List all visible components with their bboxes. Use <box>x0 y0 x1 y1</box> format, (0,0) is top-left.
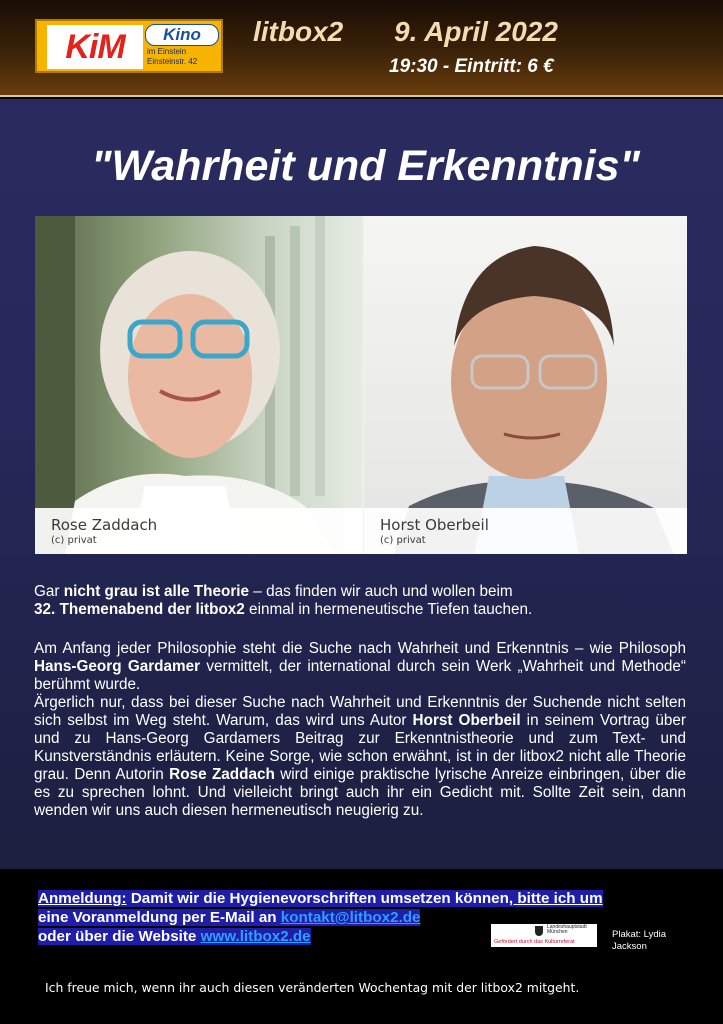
photo-caption-credit: (c) privat <box>51 535 97 546</box>
body-paragraph-1 <box>34 640 686 694</box>
event-time-entry: 19:30 - Eintritt: 6 € <box>389 56 554 77</box>
registration-text: , bitte ich um <box>508 890 603 907</box>
registration-text: eine Voranmeldung per E-Mail an <box>38 909 281 926</box>
body-text: Ärgerlich nur, dass bei dieser Suche nach Wahrheit und Erkenntnis der Suchende nicht selten sich selbst im Weg steht. Warum, das wird uns Autor <box>34 694 686 729</box>
munich-crest-icon <box>535 926 543 936</box>
headline: "Wahrheit und Erkenntnis" <box>91 142 640 190</box>
event-date: 9. April 2022 <box>394 16 558 47</box>
sponsor-city: Landeshauptstadt München <box>547 924 587 935</box>
sponsor-funding: Gefördert durch das Kulturreferat <box>494 939 575 945</box>
portrait-man-icon <box>364 216 687 554</box>
body-text: in seinem Vortrag über und zu Hans-Georg Gardamers Beitrag zur Erkenntnistheorie und zum Text- und Kunstverständnis erläutern. Keine Sorge, wie schon erwähnt, ist in der litbox2 nicht alle Theorie grau. Denn Autorin <box>34 712 686 783</box>
intro-text: – das finden wir auch und wollen beim <box>249 583 513 600</box>
photo-strip <box>35 216 687 554</box>
body-bold: Hans-Georg Gardamer <box>34 658 201 675</box>
logo-kino-text: Kino <box>145 24 219 46</box>
intro-text: einmal in hermeneutische Tiefen tauchen. <box>244 601 533 618</box>
website-link[interactable]: www.litbox2.de <box>200 928 311 945</box>
logo-address-line2: Einsteinstr. 42 <box>147 57 198 66</box>
closing-note: Ich freue mich, wenn ihr auch diesen veränderten Wochentag mit der litbox2 mitgeht. <box>45 980 580 995</box>
body-bold: Horst Oberbeil <box>412 712 521 729</box>
intro-bold: 32. Themenabend der litbox2 <box>34 601 245 618</box>
registration-label: Anmeldung: <box>38 890 127 907</box>
logo-address-line1: im Einstein <box>147 47 187 56</box>
registration-text: Damit wir die Hygienevorschriften umsetzen können <box>126 890 509 907</box>
caption-bar-right <box>364 508 687 554</box>
series-title: litbox2 <box>253 16 344 47</box>
header-banner <box>0 0 723 97</box>
poster-credit: Plakat: Lydia Jackson <box>612 929 667 952</box>
kim-kino-logo <box>35 19 223 73</box>
photo-rose-zaddach <box>35 216 363 554</box>
body-text: vermittelt, der international durch sein Werk „Wahrheit und Methode“ berühmt wurde. <box>34 658 686 693</box>
body-paragraph-2 <box>34 694 686 820</box>
intro-text: Gar <box>34 583 64 600</box>
logo-kim-text: KiM <box>47 25 143 69</box>
email-link[interactable]: kontakt@litbox2.de <box>280 909 421 926</box>
intro-paragraph <box>34 583 686 619</box>
intro-bold: nicht grau ist alle Theorie <box>63 583 250 600</box>
registration-text: oder über die Website <box>38 928 201 945</box>
portrait-woman-icon <box>35 216 363 554</box>
intro-line1 <box>34 583 686 601</box>
logo-address <box>147 47 223 67</box>
photo-caption-name: Horst Oberbeil <box>380 516 489 534</box>
photo-horst-oberbeil <box>364 216 687 554</box>
body-text: wird einige praktische lyrische Anreize einbringen, über die es zu sprechen lohnt. Und vielleicht bringt auch ihr ein Gedicht mit. Sollte Zeit sein, dann wenden wir uns auch diesen hermeneutisch neugierig zu. <box>34 766 687 819</box>
body-bold: Rose Zaddach <box>169 766 275 783</box>
photo-caption-name: Rose Zaddach <box>51 516 158 534</box>
intro-line2 <box>34 601 686 619</box>
body-text: Am Anfang jeder Philosophie steht die Suche nach Wahrheit und Erkenntnis – wie Philosoph <box>34 640 686 657</box>
sponsor-logo <box>491 924 597 947</box>
caption-bar-left <box>35 508 363 554</box>
photo-caption-credit: (c) privat <box>380 535 426 546</box>
